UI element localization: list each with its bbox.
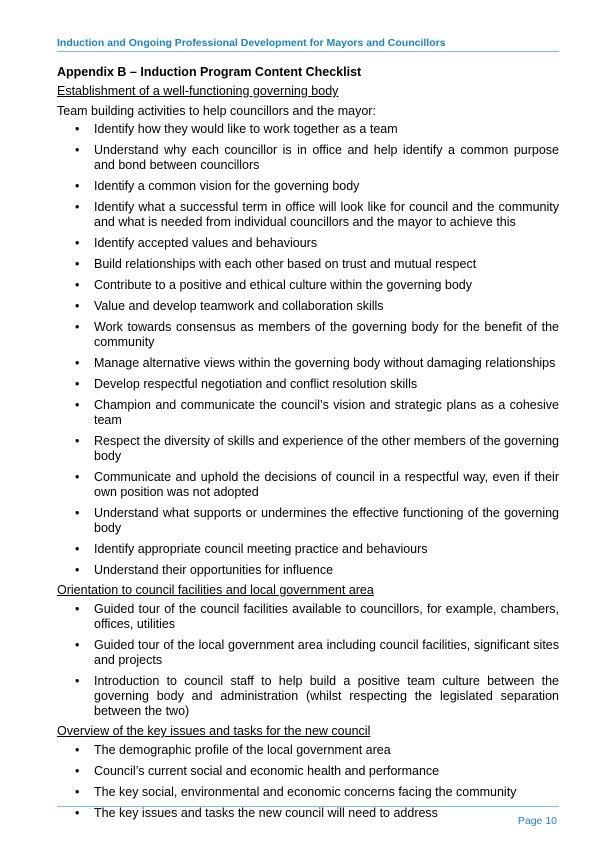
checklist-item-text: Respect the diversity of skills and experience of the other members of the governing body — [94, 434, 559, 463]
checklist-item — [57, 257, 559, 272]
checklist-item — [57, 320, 559, 350]
checklist-item — [57, 434, 559, 464]
checklist-governing-body — [57, 122, 559, 578]
bullet-icon: • — [75, 785, 80, 799]
checklist-item — [57, 179, 559, 194]
checklist-item-text: Champion and communicate the council’s vision and strategic plans as a cohesive team — [94, 398, 559, 427]
checklist-key-issues — [57, 743, 559, 821]
checklist-item-text: The key issues and tasks the new council will need to address — [94, 806, 438, 820]
checklist-item — [57, 638, 559, 668]
bullet-icon: • — [75, 506, 80, 520]
checklist-item — [57, 236, 559, 251]
checklist-item-text: Understand what supports or undermines the effective functioning of the governing body — [94, 506, 559, 535]
bullet-icon: • — [75, 638, 80, 652]
bullet-icon: • — [75, 470, 80, 484]
checklist-item-text: The demographic profile of the local government area — [94, 743, 391, 757]
checklist-item-text: Work towards consensus as members of the governing body for the benefit of the community — [94, 320, 559, 349]
subsection-heading-key-issues: Overview of the key issues and tasks for the new council — [57, 724, 371, 738]
checklist-item — [57, 299, 559, 314]
checklist-item-text: Identify accepted values and behaviours — [94, 236, 318, 250]
bullet-icon: • — [75, 743, 80, 757]
bullet-icon: • — [75, 602, 80, 616]
running-header: Induction and Ongoing Professional Development for Mayors and Councillors — [57, 37, 446, 49]
bullet-icon: • — [75, 398, 80, 412]
checklist-item — [57, 542, 559, 557]
checklist-item — [57, 602, 559, 632]
checklist-item — [57, 674, 559, 719]
checklist-item — [57, 806, 559, 821]
checklist-item-text: Build relationships with each other based on trust and mutual respect — [94, 257, 477, 271]
checklist-item — [57, 785, 559, 800]
checklist-orientation — [57, 602, 559, 719]
checklist-item — [57, 470, 559, 500]
checklist-item — [57, 764, 559, 779]
checklist-item-text: Contribute to a positive and ethical culture within the governing body — [94, 278, 473, 292]
subsection-heading-governing-body: Establishment of a well-functioning governing body — [57, 84, 339, 98]
checklist-item-text: Develop respectful negotiation and conflict resolution skills — [94, 377, 418, 391]
bullet-icon: • — [75, 356, 80, 370]
checklist-item — [57, 743, 559, 758]
checklist-item — [57, 356, 559, 371]
bullet-icon: • — [75, 278, 80, 292]
header-divider — [57, 51, 559, 52]
bullet-icon: • — [75, 434, 80, 448]
bullet-icon: • — [75, 806, 80, 820]
bullet-icon: • — [75, 320, 80, 334]
checklist-item-text: Identify what a successful term in office will look like for council and the community and what is needed from individual councillors and the mayor to achieve this — [94, 200, 559, 229]
checklist-item — [57, 563, 559, 578]
bullet-icon: • — [75, 236, 80, 250]
checklist-item — [57, 398, 559, 428]
bullet-icon: • — [75, 542, 80, 556]
checklist-item-text: Identify how they would like to work together as a team — [94, 122, 398, 136]
checklist-item-text: Communicate and uphold the decisions of council in a respectful way, even if their own position was not adopted — [94, 470, 559, 499]
bullet-icon: • — [75, 122, 80, 136]
checklist-item — [57, 506, 559, 536]
bullet-icon: • — [75, 377, 80, 391]
checklist-item-text: Understand why each councillor is in office and help identify a common purpose and bond between councillors — [94, 143, 559, 172]
checklist-item-text: The key social, environmental and economic concerns facing the community — [94, 785, 517, 799]
checklist-item — [57, 122, 559, 137]
checklist-item — [57, 278, 559, 293]
bullet-icon: • — [75, 674, 80, 688]
checklist-item-text: Guided tour of the council facilities available to councillors, for example, chambers, offices, utilities — [94, 602, 559, 631]
subsection-intro: Team building activities to help councillors and the mayor: — [57, 104, 376, 118]
checklist-item-text: Guided tour of the local government area including council facilities, significant sites and projects — [94, 638, 559, 667]
bullet-icon: • — [75, 143, 80, 157]
checklist-item-text: Identify appropriate council meeting practice and behaviours — [94, 542, 428, 556]
bullet-icon: • — [75, 179, 80, 193]
checklist-item — [57, 200, 559, 230]
subsection-heading-orientation: Orientation to council facilities and local government area — [57, 583, 374, 597]
checklist-item — [57, 377, 559, 392]
checklist-item — [57, 143, 559, 173]
checklist-item-text: Understand their opportunities for influence — [94, 563, 334, 577]
checklist-item-text: Identify a common vision for the governing body — [94, 179, 360, 193]
page-number: Page 10 — [517, 815, 557, 827]
checklist-item-text: Introduction to council staff to help build a positive team culture between the governing body and administration (whilst respecting the legislated separation between the two) — [94, 674, 559, 718]
page-content — [57, 64, 559, 825]
checklist-item-text: Value and develop teamwork and collaboration skills — [94, 299, 384, 313]
footer-divider — [57, 806, 559, 807]
appendix-title: Appendix B – Induction Program Content Checklist — [57, 65, 362, 79]
bullet-icon: • — [75, 563, 80, 577]
checklist-item-text: Manage alternative views within the governing body without damaging relationships — [94, 356, 556, 370]
checklist-item-text: Council’s current social and economic health and performance — [94, 764, 440, 778]
bullet-icon: • — [75, 299, 80, 313]
bullet-icon: • — [75, 764, 80, 778]
bullet-icon: • — [75, 257, 80, 271]
bullet-icon: • — [75, 200, 80, 214]
